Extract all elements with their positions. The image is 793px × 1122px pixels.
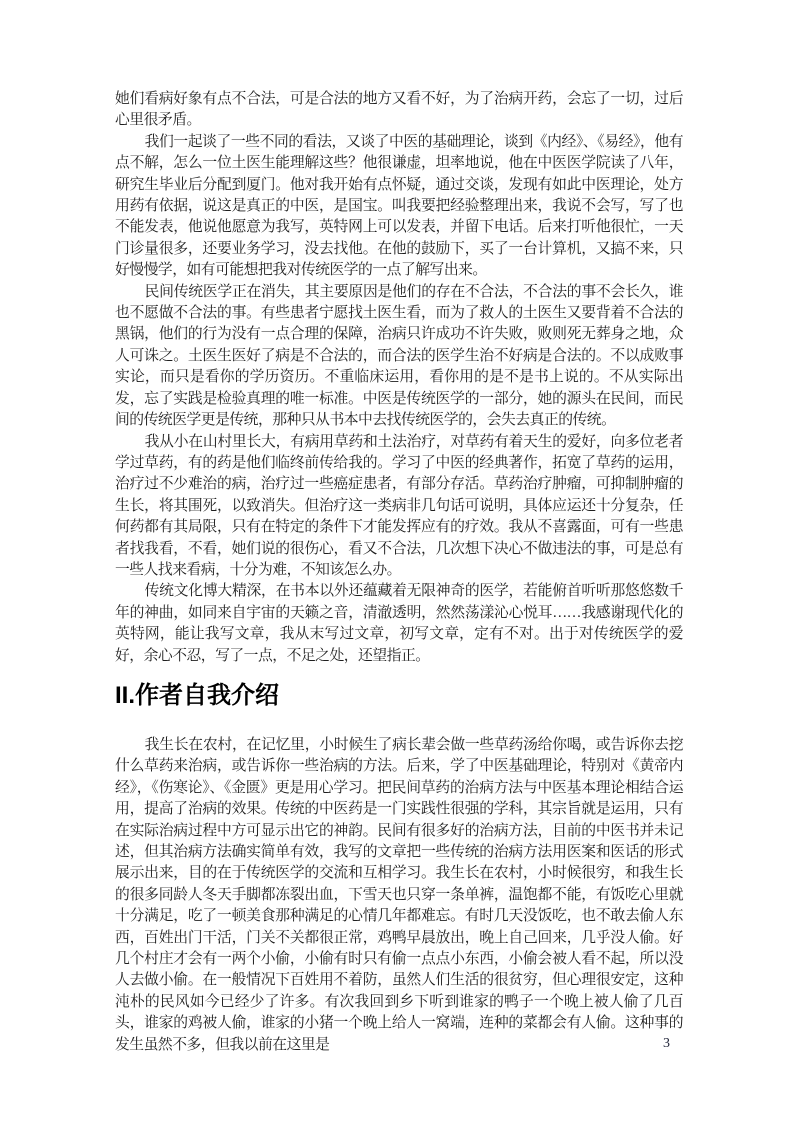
paragraph: 我们一起谈了一些不同的看法，又谈了中医的基础理论，谈到《内经》、《易经》，他有点不解，怎么一位土医生能理解这些？他很谦虚，坦率地说，他在中医医学院读了八年，研究生毕业后分配到厦门。他对我开始有点怀疑，通过交谈，发现有如此中医理论，处方用药有依据，说这是真正的中医，是国宝。叫我要把经验整理出来，我说不会写，写了也不能发表，他说他愿意为我写，英特网上可以发表，并留下电话。后来打听他很忙，一天门诊量很多，还要业务学习，没去找他。在他的鼓励下，买了一台计算机，又搞不来，只好慢慢学，如有可能想把我对传统医学的一点了解写出来。 <box>115 133 683 279</box>
paragraph: 我从小在山村里长大，有病用草药和土法治疗，对草药有着天生的爱好，向多位老者学过草药，有的药是他们临终前传给我的。学习了中医的经典著作，拓宽了草药的运用，治疗过不少难治的病，治疗过一些癌症患者，有部分存活。草药治疗肿瘤，可抑制肿瘤的生长，将其围死，以致消失。但治疗这一类病非几句话可说明，具体应运还十分复杂，任何药都有其局限，只有在特定的条件下才能发挥应有的疗效。我从不喜露面，可有一些患者找我看，不看，她们说的很伤心，看又不合法，几次想下决心不做违法的事，可是总有一些人找来看病，十分为难，不知该怎么办。 <box>115 433 683 578</box>
page-body <box>115 89 683 1056</box>
section-heading: II.作者自我介绍 <box>115 681 280 709</box>
paragraph: 我生长在农村，在记忆里，小时候生了病长辈会做一些草药汤给你喝，或告诉你去挖什么草药来治病，或告诉你一些治病的方法。后来，学了中医基础理论，特别对《黄帝内经》，《伤寒论》、《金匮》更是用心学习。把民间草药的治病方法与中医基本理论相结合运用，提高了治病的效果。传统的中医药是一门实践性很强的学科，其宗旨就是运用，只有在实际治病过程中方可显示出它的神韵。民间有很多好的治病方法，目前的中医书并未记述，但其治病方法确实简单有效，我写的文章把一些传统的治病方法用医案和医话的形式展示出来，目的在于传统医学的交流和互相学习。我生长在农村，小时候很穷，和我生长的很多同龄人冬天手脚都冻裂出血，下雪天也只穿一条单裤，温饱都不能，有饭吃心里就十分满足，吃了一顿美食那种满足的心情几年都难忘。有时几天没饭吃，也不敢去偷人东西，百姓出门干活，门关不关都很正常，鸡鸭早晨放出，晚上自己回来，几乎没人偷。好几个村庄才会有一两个小偷，小偷有时只有偷一点点小东西，小偷会被人看不起，所以没人去做小偷。在一般情况下百姓用不着防，虽然人们生活的很贫穷，但心理很安定，这种沌朴的民风如今已经少了许多。有次我回到乡下听到谁家的鸭子一个晚上被人偷了几百头，谁家的鸡被人偷，谁家的小猪一个晚上给人一窝端，连种的菜都会有人偷。这种事的发生虽然不多，但我以前在这里是 <box>115 736 683 1053</box>
paragraph: 民间传统医学正在消失，其主要原因是他们的存在不合法，不合法的事不会长久，谁也不愿做不合法的事。有些患者宁愿找土医生看，而为了救人的土医生又要背着不合法的黑锅，他们的行为没有一点合理的保障，治病只许成功不许失败，败则死无葬身之地，众人可诛之。土医生医好了病是不合法的，而合法的医学生治不好病是合法的。不以成败事实论，而只是看你的学历资历。不重临床运用，看你用的是不是书上说的。不从实际出发，忘了实践是检验真理的唯一标准。中医是传统医学的一部分，她的源头在民间，而民间的传统医学更是传统，那种只从书本中去找传统医学的，会失去真正的传统。 <box>115 283 683 429</box>
paragraph-continuation: 她们看病好象有点不合法，可是合法的地方又看不好，为了治病开药，会忘了一切，过后心里很矛盾。 <box>115 91 683 129</box>
page-number: 3 <box>663 1036 670 1051</box>
paragraph: 传统文化博大精深，在书本以外还蕴藏着无限神奇的医学，若能俯首听听那悠悠数千年的神曲，如同来自宇宙的天籁之音，清澈透明，然然荡漾沁心悦耳……我感谢现代化的英特网，能让我写文章，我从末写过文章，初写文章，定有不对。出于对传统医学的爱好，余心不忍，写了一点，不足之处，还望指正。 <box>115 583 683 664</box>
